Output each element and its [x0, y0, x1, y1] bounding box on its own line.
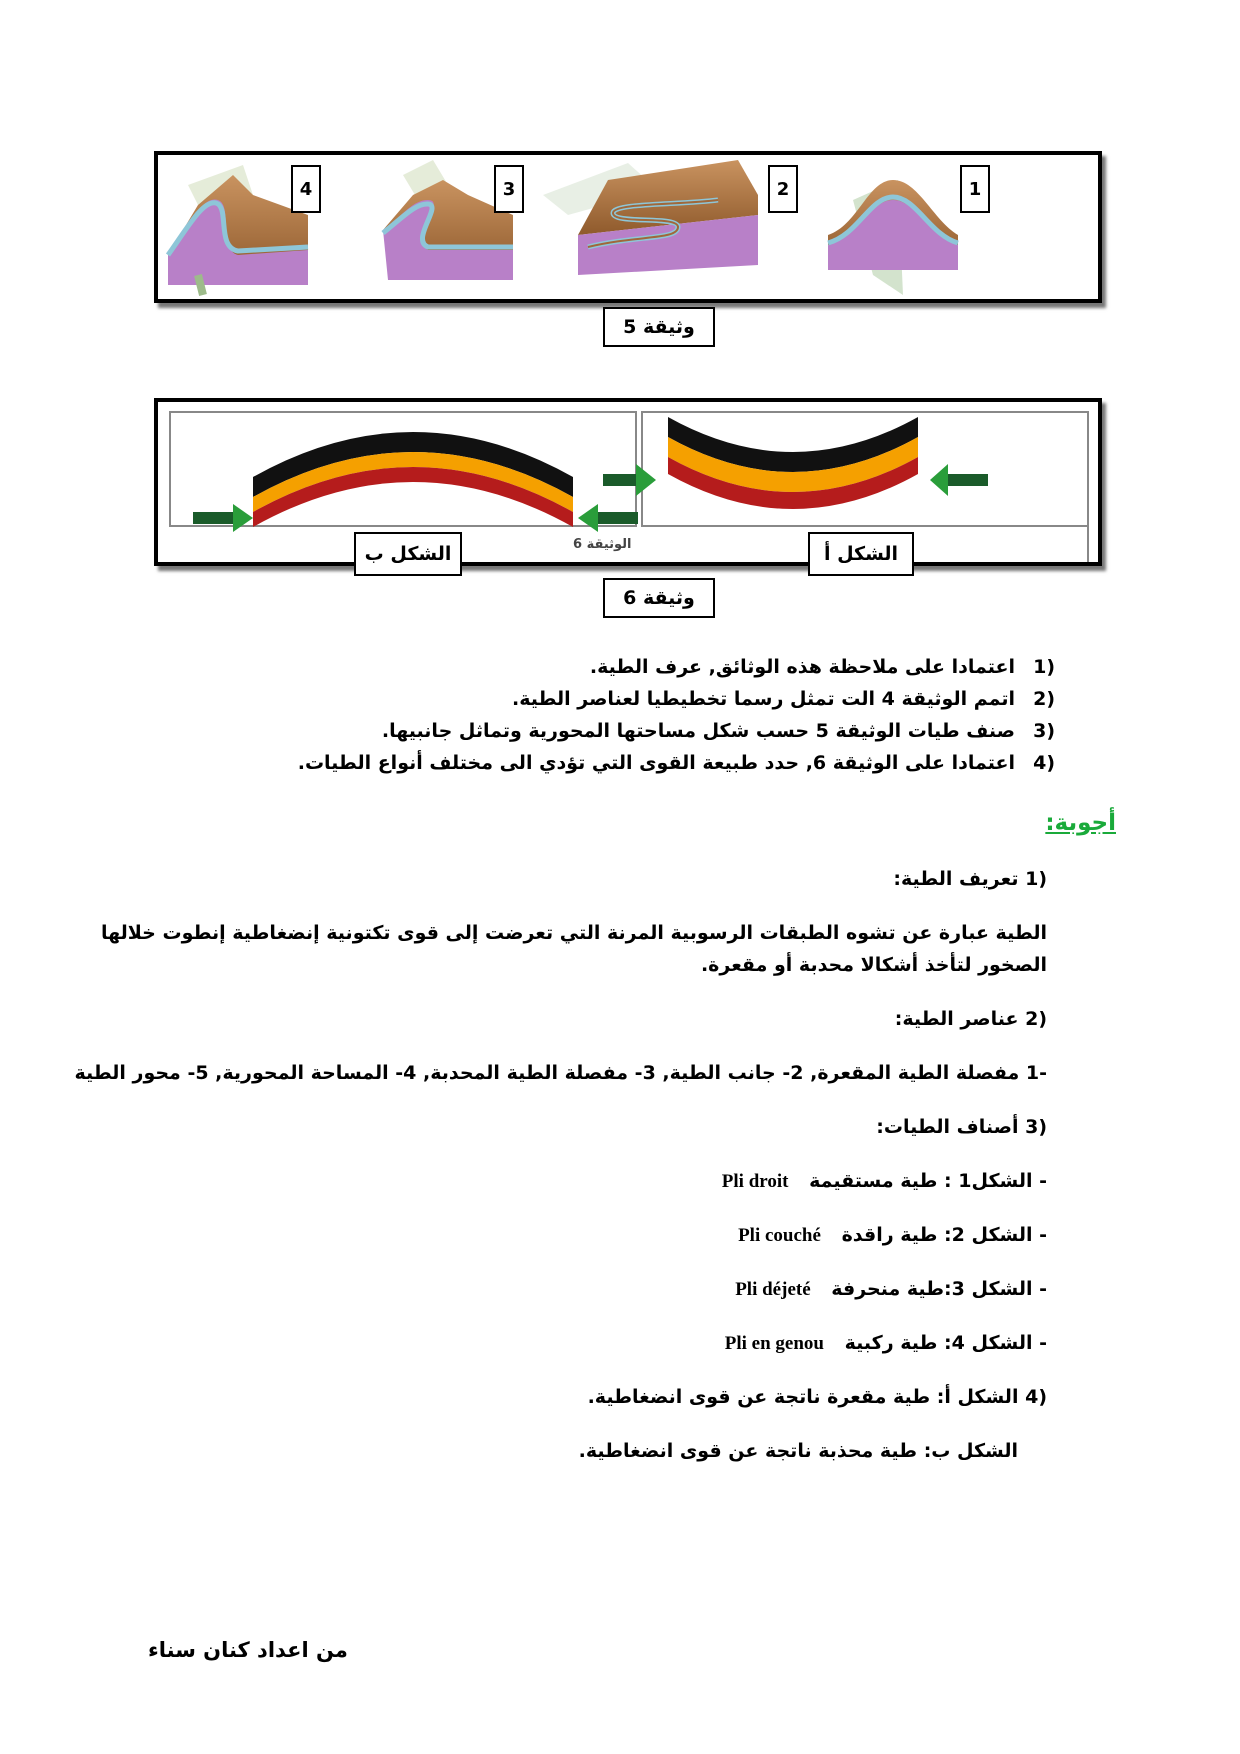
question-number: (4: [1033, 752, 1055, 774]
doc5-caption: وثيقة 5: [603, 307, 715, 347]
answer-3-item: [735, 1278, 1047, 1301]
syncline-fig-a: [668, 417, 918, 509]
answer-3-item: [725, 1332, 1047, 1355]
doc5-label-3: 3: [494, 165, 524, 213]
doc6-fig-b-label: الشكل ب: [354, 532, 462, 576]
question-text: اتمم الوثيقة 4 الت تمثل رسما تخطيطيا لعناصر الطية.: [511, 688, 1015, 710]
anticline-fig-b: [253, 432, 573, 527]
doc5-frame: [154, 151, 1102, 303]
doc6-inner-title: الوثيقة 6: [573, 537, 632, 552]
answer-4-line-1: (4 الشكل أ: طية مقعرة ناتجة عن قوى انضغاطية.: [587, 1386, 1047, 1408]
question-text: صنف طيات الوثيقة 5 حسب شكل مساحتها المحورية وتماثل جانبيها.: [381, 720, 1015, 742]
question-number: (1: [1033, 656, 1055, 678]
question-1: [155, 656, 1055, 678]
answers-heading: أجوبة:: [1045, 810, 1116, 836]
doc5-label-4: 4: [291, 165, 321, 213]
fold-fig-4: [168, 165, 308, 295]
answer-3-item: [738, 1224, 1047, 1247]
answer-3-french: Pli droit: [721, 1171, 789, 1192]
question-3: [155, 720, 1055, 742]
doc5-label-1: 1: [960, 165, 990, 213]
answer-3-arabic: - الشكل 4: طية ركبية: [844, 1332, 1047, 1354]
doc6-frame: [154, 398, 1102, 566]
doc6-caption: وثيقة 6: [603, 578, 715, 618]
answer-3-french: Pli couché: [738, 1225, 821, 1246]
answer-3-arabic: - الشكل 2: طية راقدة: [841, 1224, 1047, 1246]
answer-1-line-2: الصخور لتأخذ أشكالا محدبة أو مقعرة.: [700, 954, 1047, 976]
answer-3-arabic: - الشكل1 : طية مستقيمة: [809, 1170, 1047, 1192]
author-footer: من اعداد كنان سناء: [148, 1638, 348, 1662]
arrow-left-icon: [930, 464, 988, 496]
question-number: (2: [1033, 688, 1055, 710]
doc6-fig-a-label: الشكل أ: [808, 532, 914, 576]
answer-3-title: (3 أصناف الطيات:: [876, 1116, 1047, 1138]
answer-3-item: [722, 1170, 1047, 1193]
fold-fig-2: [543, 160, 758, 275]
answer-1-line-1: الطية عبارة عن تشوه الطبقات الرسوبية المرنة التي تعرضت إلى قوى تكتونية إنضغاطية إنطوت خلالها: [100, 922, 1047, 944]
answer-3-french: Pli en genou: [724, 1333, 824, 1354]
answer-1-title: (1 تعريف الطية:: [893, 868, 1047, 890]
question-number: (3: [1033, 720, 1055, 742]
answer-4-line-2: الشكل ب: طية محذبة ناتجة عن قوى انضغاطية.: [578, 1440, 1018, 1462]
arrow-right-icon: [193, 504, 253, 532]
answer-3-arabic: - الشكل 3:طية منحرفة: [831, 1278, 1047, 1300]
arrow-left-icon: [578, 504, 638, 532]
answer-3-french: Pli déjeté: [735, 1279, 811, 1300]
question-text: اعتمادا على الوثيقة 6, حدد طبيعة القوى التي تؤدي الى مختلف أنواع الطيات.: [297, 752, 1015, 774]
fold-fig-1: [828, 180, 958, 295]
question-4: [155, 752, 1055, 774]
arrow-right-icon: [603, 464, 656, 496]
doc5-label-2: 2: [768, 165, 798, 213]
question-text: اعتمادا على ملاحظة هذه الوثائق, عرف الطية.: [589, 656, 1015, 678]
answer-2-title: (2 عناصر الطية:: [894, 1008, 1047, 1030]
question-2: [155, 688, 1055, 710]
answer-2-items: -1 مفصلة الطية المقعرة, 2- جانب الطية, 3- مفصلة الطية المحدبة, 4- المساحة المحورية, 5- محور الطية: [74, 1062, 1047, 1084]
